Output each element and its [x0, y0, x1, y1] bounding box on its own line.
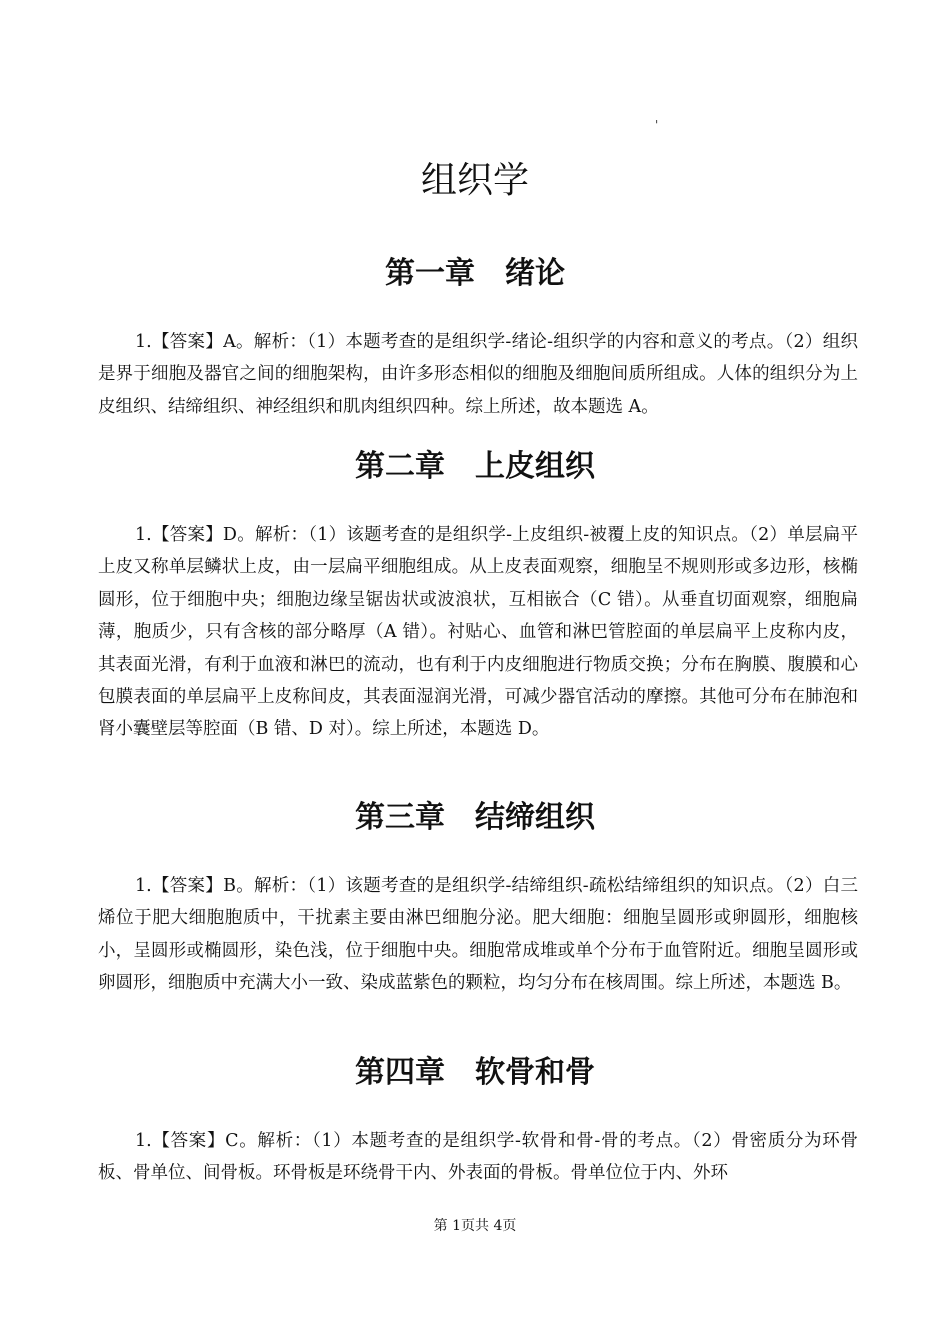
chapter-4-answer-paragraph: 1.【答案】C。解析：（1）本题考查的是组织学-软骨和骨-骨的考点。（2）骨密质分为环骨板、骨单位、间骨板。环骨板是环绕骨干内、外表面的骨板。骨单位位于内、外环 — [98, 1131, 858, 1184]
chapter-1-answer-paragraph: 1.【答案】A。解析：（1）本题考查的是组织学-绪论-组织学的内容和意义的考点。（2）组织是界于细胞及器官之间的细胞架构，由许多形态相似的细胞及细胞间质所组成。人体的组织分为上皮组织、结缔组织、神经组织和肌肉组织四种。综上所述，故本题选 A。 — [98, 332, 858, 417]
chapter-2-title: 第二章 上皮组织 — [355, 449, 595, 484]
chapter-1-title: 第一章 绪论 — [385, 256, 565, 291]
corner-mark: ' — [655, 118, 659, 132]
chapter-4-title: 第四章 软骨和骨 — [355, 1055, 595, 1090]
document-title: 组织学 — [420, 160, 529, 201]
page-footer: 第 1页共 4页 — [433, 1218, 517, 1234]
chapter-3-answer-paragraph: 1.【答案】B。解析：（1）该题考查的是组织学-结缔组织-疏松结缔组织的知识点。（2）白三烯位于肥大细胞胞质中，干扰素主要由淋巴细胞分泌。肥大细胞：细胞呈圆形或卵圆形，细胞核小，呈圆形或椭圆形，染色浅，位于细胞中央。细胞常成堆或单个分布于血管附近。细胞呈圆形或卵圆形，细胞质中充满大小一致、染成蓝紫色的颗粒，均匀分布在核周围。综上所述，本题选 B。 — [98, 876, 858, 994]
chapter-3-title: 第三章 结缔组织 — [355, 800, 595, 835]
chapter-2-answer-paragraph: 1.【答案】D。解析：（1）该题考查的是组织学-上皮组织-被覆上皮的知识点。（2）单层扁平上皮又称单层鳞状上皮，由一层扁平细胞组成。从上皮表面观察，细胞呈不规则形或多边形，核椭圆形，位于细胞中央；细胞边缘呈锯齿状或波浪状，互相嵌合（C 错）。从垂直切面观察，细胞扁薄，胞质少，只有含核的部分略厚（A 错）。衬贴心、血管和淋巴管腔面的单层扁平上皮称内皮，其表面光滑，有利于血液和淋巴的流动，也有利于内皮细胞进行物质交换；分布在胸膜、腹膜和心包膜表面的单层扁平上皮称间皮，其表面湿润光滑，可减少器官活动的摩擦。其他可分布在肺泡和肾小囊壁层等腔面（B 错、D 对）。综上所述，本题选 D。 — [98, 525, 858, 740]
